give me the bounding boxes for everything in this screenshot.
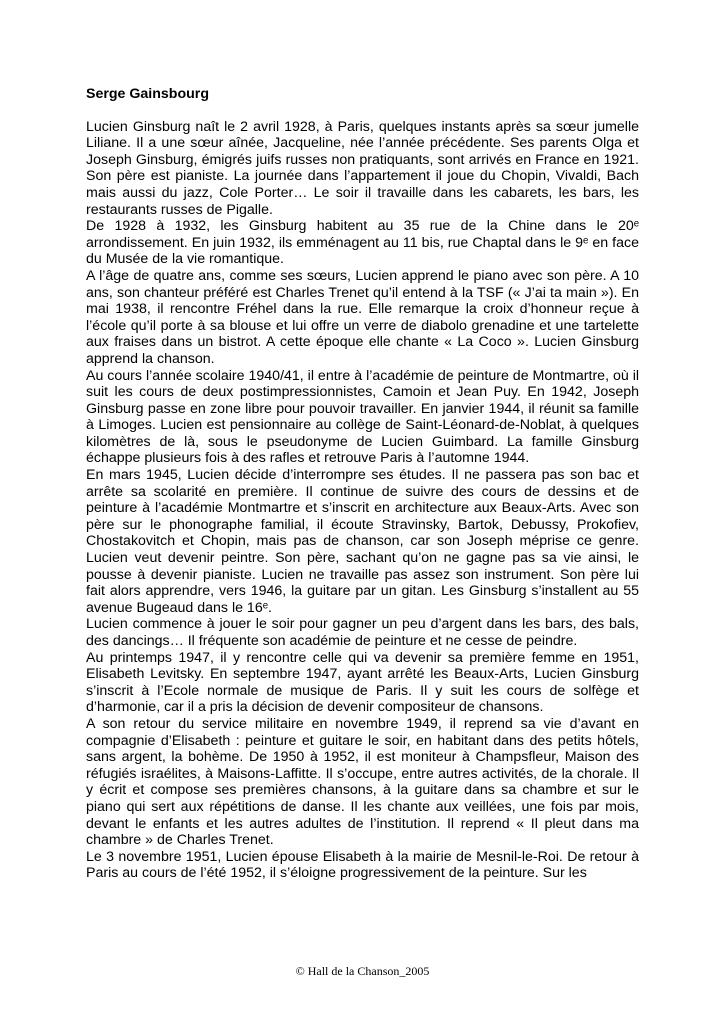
page-footer: © Hall de la Chanson_2005 xyxy=(295,964,430,978)
paragraph: En mars 1945, Lucien décide d’interrompre ses études. Il ne passera pas son bac et arrête sa scolarité en première. Il continue de suivre des cours de dessins et de peinture à l’académie Montmartre et s’inscrit en architecture aux Beaux-Arts. Avec son père sur le phonographe familial, il écoute Stravinsky, Bartok, Debussy, Prokofiev, Chostakovitch et Chopin, mais pas de chanson, car son Joseph méprise ce genre. Lucien veut devenir peintre. Son père, sachant qu’on ne gagne pas sa vie ainsi, le pousse à devenir pianiste. Lucien ne travaille pas assez son instrument. Son père lui fait alors apprendre, vers 1946, la guitare par un gitan. Les Ginsburg s’installent au 55 avenue Bugeaud dans le 16ᵉ. xyxy=(86,467,639,616)
document-title: Serge Gainsbourg xyxy=(86,86,209,102)
paragraph: Le 3 novembre 1951, Lucien épouse Elisabeth à la mairie de Mesnil-le-Roi. De retour à Paris au cours de l’été 1952, il s’éloigne progressivement de la peinture. Sur les xyxy=(86,848,639,882)
paragraph: Lucien Ginsburg naît le 2 avril 1928, à Paris, quelques instants après sa sœur jumelle Liliane. Il a une sœur aînée, Jacqueline, née l’année précédente. Ses parents Olga et Joseph Ginsburg, émigrés juifs russes non pratiquants, sont arrivés en France en 1921. Son père est pianiste. La journée dans l’appartement il joue du Chopin, Vivaldi, Bach mais aussi du jazz, Cole Porter… Le soir il travaille dans les cabarets, les bars, les restaurants russes de Pigalle. xyxy=(86,118,639,218)
paragraph: A l’âge de quatre ans, comme ses sœurs, Lucien apprend le piano avec son père. A 10 ans, son chanteur préféré est Charles Trenet qu’il entend à la TSF (« J’ai ta main »). En mai 1938, il rencontre Fréhel dans la rue. Elle remarque la croix d’honneur reçue à l’école qu’il porte à sa blouse et lui offre un verre de diabolo grenadine et une tartelette aux fraises dans un bistrot. A cette époque elle chante « La Coco ». Lucien Ginsburg apprend la chanson. xyxy=(86,267,639,367)
paragraph: Au printemps 1947, il y rencontre celle qui va devenir sa première femme en 1951, Elisabeth Levitsky. En septembre 1947, ayant arrêté les Beaux-Arts, Lucien Ginsburg s’inscrit à l’Ecole normale de musique de Paris. Il y suit les cours de solfège et d’harmonie, car il a pris la décision de devenir compositeur de chansons. xyxy=(86,649,639,716)
paragraph: Lucien commence à jouer le soir pour gagner un peu d’argent dans les bars, des bals, des dancings… Il fréquente son académie de peinture et ne cesse de peindre. xyxy=(86,616,639,649)
document-body xyxy=(86,86,639,882)
paragraph: Au cours l’année scolaire 1940/41, il entre à l’académie de peinture de Montmartre, où il suit les cours de deux postimpressionnistes, Camoin et Jean Puy. En 1942, Joseph Ginsburg passe en zone libre pour pouvoir travailler. En janvier 1944, il réunit sa famille à Limoges. Lucien est pensionnaire au collège de Saint-Léonard-de-Noblat, à quelques kilomètres de là, sous le pseudonyme de Lucien Guimbard. La famille Ginsburg échappe plusieurs fois à des rafles et retrouve Paris à l’automne 1944. xyxy=(86,367,639,467)
paragraph: De 1928 à 1932, les Ginsburg habitent au 35 rue de la Chine dans le 20ᵉ arrondissement. En juin 1932, ils emménagent au 11 bis, rue Chaptal dans le 9ᵉ en face du Musée de la vie romantique. xyxy=(86,218,639,268)
paragraph: A son retour du service militaire en novembre 1949, il reprend sa vie d’avant en compagnie d’Elisabeth : peinture et guitare le soir, en habitant dans des petits hôtels, sans argent, la bohème. De 1950 à 1952, il est moniteur à Champsfleur, Maison des réfugiés israélites, à Maisons-Laffitte. Il s’occupe, entre autres activités, de la chorale. Il y écrit et compose ses premières chansons, à la guitare dans sa chambre et sur le piano qui sert aux répétitions de danse. Il les chante aux veillées, une fois par mois, devant le enfants et les autres adultes de l’institution. Il reprend « Il pleut dans ma chambre » de Charles Trenet. xyxy=(86,715,639,849)
